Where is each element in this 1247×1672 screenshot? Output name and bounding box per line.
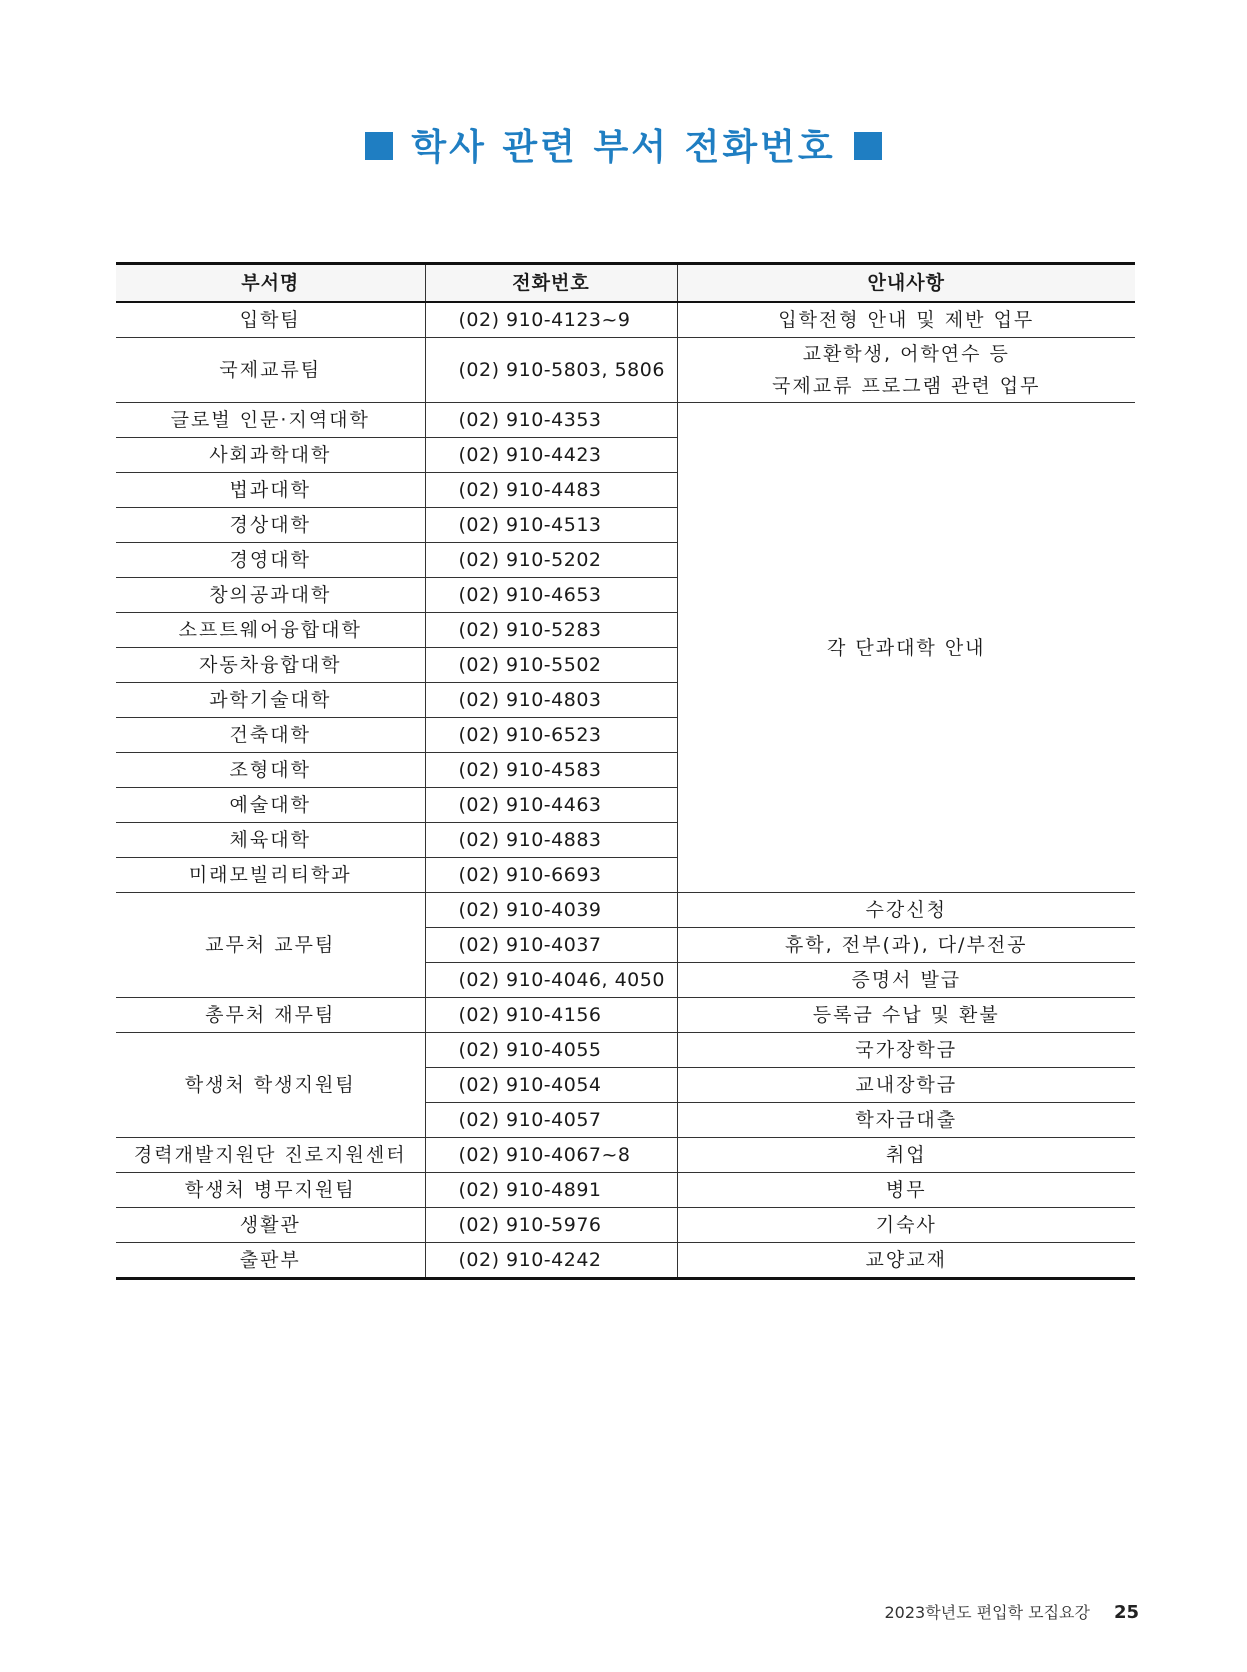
phone-directory-table [116,262,1135,1280]
table-row [116,893,1135,928]
phone-cell: (02) 910-4883 [425,823,677,858]
dept-cell: 체육대학 [116,823,425,858]
phone-cell: (02) 910-4583 [425,753,677,788]
phone-cell: (02) 910-4039 [425,893,677,928]
dept-cell: 총무처 재무팀 [116,998,425,1033]
table-row [116,1173,1135,1208]
dept-cell: 생활관 [116,1208,425,1243]
phone-cell: (02) 910-4423 [425,438,677,473]
dept-cell: 경영대학 [116,543,425,578]
table-row [116,1033,1135,1068]
phone-cell: (02) 910-4242 [425,1243,677,1279]
phone-cell: (02) 910-4353 [425,403,677,438]
info-line: 국제교류 프로그램 관련 업무 [772,375,1041,397]
dept-cell: 조형대학 [116,753,425,788]
table-row [116,1138,1135,1173]
phone-cell: (02) 910-6523 [425,718,677,753]
info-line: 교환학생, 어학연수 등 [802,343,1010,365]
phone-cell: (02) 910-4483 [425,473,677,508]
info-cell: 등록금 수납 및 환불 [677,998,1135,1033]
info-cell: 병무 [677,1173,1135,1208]
phone-cell: (02) 910-4891 [425,1173,677,1208]
phone-cell: (02) 910-4513 [425,508,677,543]
info-cell: 취업 [677,1138,1135,1173]
dept-cell: 법과대학 [116,473,425,508]
phone-cell: (02) 910-4055 [425,1033,677,1068]
header-dept: 부서명 [116,264,425,303]
info-cell: 학자금대출 [677,1103,1135,1138]
dept-cell: 창의공과대학 [116,578,425,613]
table-row [116,338,1135,403]
dept-cell: 건축대학 [116,718,425,753]
phone-cell: (02) 910-4123~9 [425,302,677,338]
dept-cell: 예술대학 [116,788,425,823]
phone-cell: (02) 910-4067~8 [425,1138,677,1173]
dept-cell: 자동차융합대학 [116,648,425,683]
info-cell [677,338,1135,403]
phone-cell: (02) 910-6693 [425,858,677,893]
dept-cell: 소프트웨어융합대학 [116,613,425,648]
dept-cell: 학생처 병무지원팀 [116,1173,425,1208]
info-cell: 증명서 발급 [677,963,1135,998]
dept-cell: 경력개발지원단 진로지원센터 [116,1138,425,1173]
phone-cell: (02) 910-4054 [425,1068,677,1103]
info-cell: 입학전형 안내 및 제반 업무 [677,302,1135,338]
table-header-row [116,264,1135,303]
phone-cell: (02) 910-4037 [425,928,677,963]
footer-text: 2023학년도 편입학 모집요강 [884,1603,1090,1622]
phone-cell: (02) 910-5283 [425,613,677,648]
phone-cell: (02) 910-4463 [425,788,677,823]
page-title-text: 학사 관련 부서 전화번호 [411,127,836,168]
page-title [0,118,1247,178]
dept-cell: 미래모빌리티학과 [116,858,425,893]
square-bullet-icon [854,132,882,160]
phone-cell: (02) 910-5803, 5806 [425,338,677,403]
table-row [116,302,1135,338]
table-row [116,403,1135,438]
phone-cell: (02) 910-4046, 4050 [425,963,677,998]
dept-cell: 글로벌 인문·지역대학 [116,403,425,438]
info-cell: 교내장학금 [677,1068,1135,1103]
header-info: 안내사항 [677,264,1135,303]
table-row [116,1243,1135,1279]
phone-cell: (02) 910-5202 [425,543,677,578]
dept-cell: 경상대학 [116,508,425,543]
phone-cell: (02) 910-5502 [425,648,677,683]
info-cell: 휴학, 전부(과), 다/부전공 [677,928,1135,963]
phone-cell: (02) 910-5976 [425,1208,677,1243]
dept-cell: 교무처 교무팀 [116,893,425,998]
info-cell: 수강신청 [677,893,1135,928]
phone-cell: (02) 910-4803 [425,683,677,718]
dept-cell: 사회과학대학 [116,438,425,473]
page-number: 25 [1113,1602,1139,1623]
info-cell: 기숙사 [677,1208,1135,1243]
info-cell: 교양교재 [677,1243,1135,1279]
dept-cell: 입학팀 [116,302,425,338]
dept-cell: 과학기술대학 [116,683,425,718]
phone-cell: (02) 910-4156 [425,998,677,1033]
table-row [116,998,1135,1033]
header-phone: 전화번호 [425,264,677,303]
square-bullet-icon [365,132,393,160]
phone-cell: (02) 910-4057 [425,1103,677,1138]
dept-cell: 출판부 [116,1243,425,1279]
page-footer [884,1600,1139,1623]
info-cell: 국가장학금 [677,1033,1135,1068]
phone-cell: (02) 910-4653 [425,578,677,613]
dept-cell: 학생처 학생지원팀 [116,1033,425,1138]
dept-cell: 국제교류팀 [116,338,425,403]
info-cell-colleges: 각 단과대학 안내 [677,403,1135,893]
table-row [116,1208,1135,1243]
